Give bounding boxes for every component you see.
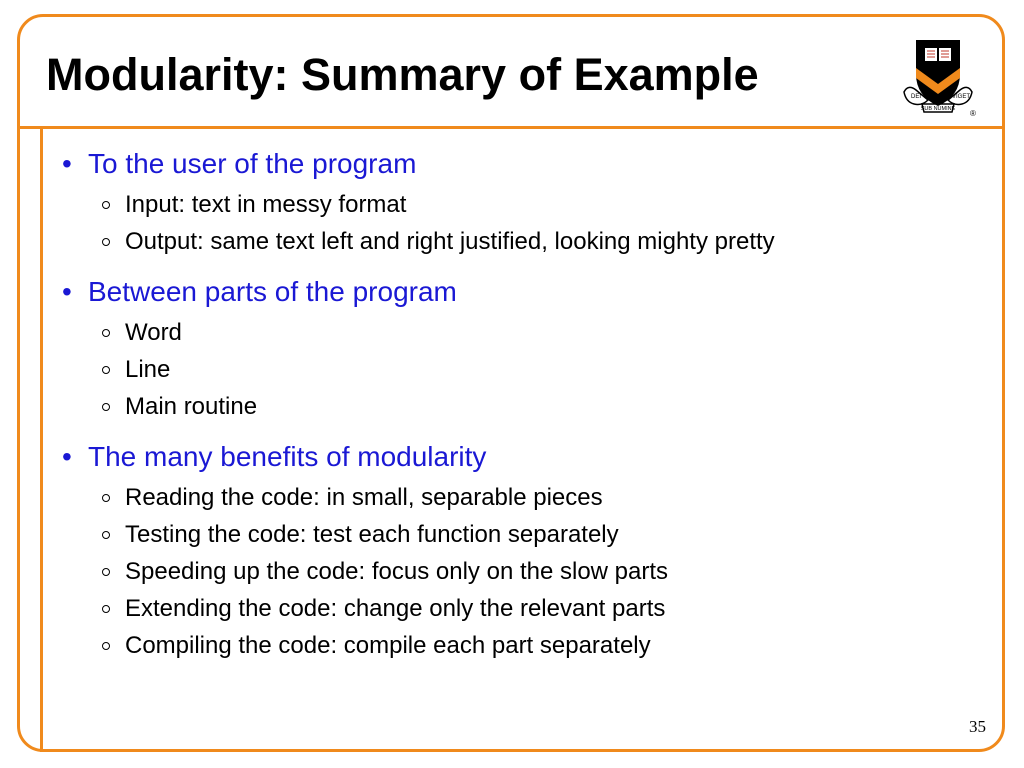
sub-bullet-item (62, 479, 992, 516)
ring-bullet-icon (102, 494, 110, 502)
princeton-shield-icon (898, 34, 978, 120)
left-divider (40, 126, 43, 752)
bullet-section (62, 142, 992, 260)
sub-bullet-item (62, 388, 992, 425)
bullet-heading (62, 435, 992, 479)
sub-bullet-text: Compiling the code: compile each part separately (125, 632, 651, 659)
bullet-heading-text: Between parts of the program (88, 276, 457, 307)
sub-bullet-list (62, 186, 992, 260)
bullet-dot-icon: • (62, 441, 72, 472)
bullet-dot-icon: • (62, 276, 72, 307)
sub-bullet-text: Output: same text left and right justified, looking mighty pretty (125, 228, 775, 255)
bullet-section (62, 435, 992, 664)
ring-bullet-icon (102, 329, 110, 337)
sub-bullet-text: Speeding up the code: focus only on the slow parts (125, 558, 669, 585)
logo-motto-middle: SUB NUMINE (920, 106, 956, 112)
ring-bullet-icon (102, 238, 110, 246)
sub-bullet-text: Input: text in messy format (125, 191, 407, 218)
sub-bullet-item (62, 627, 992, 664)
sub-bullet-text: Line (125, 356, 171, 383)
logo-motto-left: DEI (911, 94, 922, 100)
bullet-heading-text: The many benefits of modularity (88, 441, 487, 472)
ring-bullet-icon (102, 568, 110, 576)
sub-bullet-list (62, 314, 992, 425)
ring-bullet-icon (102, 605, 110, 613)
bullet-dot-icon: • (62, 148, 72, 179)
logo-motto-right: VIGET (952, 94, 971, 100)
ring-bullet-icon (102, 531, 110, 539)
sub-bullet-item (62, 223, 992, 260)
sub-bullet-item (62, 314, 992, 351)
sub-bullet-text: Testing the code: test each function separately (125, 521, 619, 548)
title-divider (17, 126, 1005, 129)
registered-mark: ® (970, 109, 976, 118)
sub-bullet-text: Extending the code: change only the relevant parts (125, 595, 666, 622)
slide-title: Modularity: Summary of Example (46, 49, 759, 100)
sub-bullet-list (62, 479, 992, 664)
ring-bullet-icon (102, 366, 110, 374)
sub-bullet-text: Reading the code: in small, separable pieces (125, 484, 603, 511)
sub-bullet-item (62, 590, 992, 627)
bullet-heading (62, 270, 992, 314)
bullet-section (62, 270, 992, 425)
ring-bullet-icon (102, 201, 110, 209)
ring-bullet-icon (102, 642, 110, 650)
page-number: 35 (969, 717, 986, 736)
sub-bullet-text: Word (125, 319, 182, 346)
bullet-heading-text: To the user of the program (88, 148, 417, 179)
sub-bullet-item (62, 516, 992, 553)
bullet-heading (62, 142, 992, 186)
slide-content (62, 142, 992, 664)
sub-bullet-item (62, 351, 992, 388)
sub-bullet-item (62, 186, 992, 223)
sub-bullet-item (62, 553, 992, 590)
ring-bullet-icon (102, 403, 110, 411)
sub-bullet-text: Main routine (125, 393, 258, 420)
